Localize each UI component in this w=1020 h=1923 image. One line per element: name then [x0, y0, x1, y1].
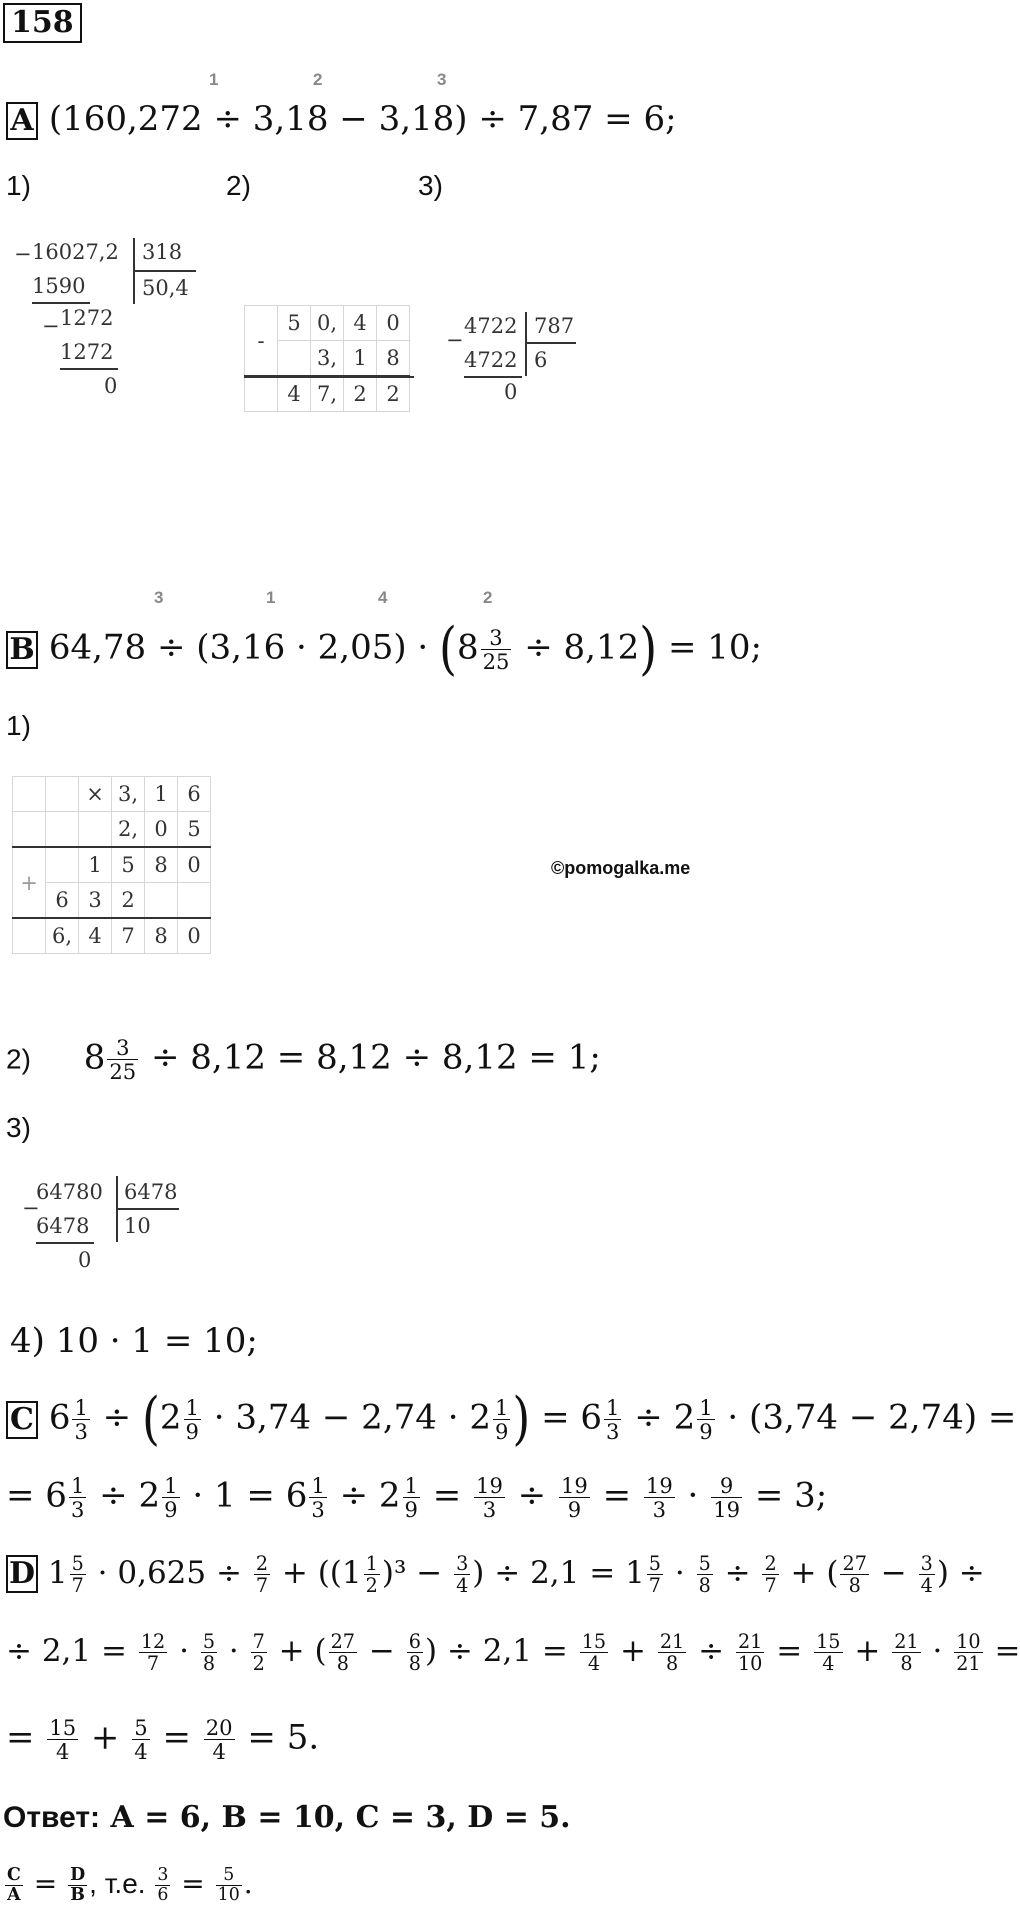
part-d-letter: D	[6, 1555, 38, 1593]
part-b-step2: 2) 8 $\frac{3}{25}$ ÷ 8,12 = 8,12 ÷ 8,12 = 1;	[6, 1035, 601, 1085]
ld-a1-quotient: 50,4	[142, 276, 189, 300]
column-subtraction-a2	[244, 305, 410, 412]
part-b-mixed-whole: 8	[456, 627, 479, 668]
ld-a1-rem2: 0	[104, 374, 118, 398]
part-a-expression-line	[6, 99, 677, 140]
step-mark-a-3: 3	[437, 70, 447, 89]
part-a-step2-label: 2)	[226, 170, 251, 201]
part-b-step1-label: 1)	[6, 710, 31, 741]
sub-result-cell: 7,	[311, 376, 344, 412]
sub-cell: 1	[344, 341, 377, 377]
part-c-letter: C	[6, 1401, 38, 1439]
part-a-letter: A	[6, 102, 38, 140]
part-a-step3-label: 3)	[418, 170, 443, 201]
sub-result-cell: 2	[377, 376, 410, 412]
sub-cell: 0	[377, 306, 410, 341]
ld-b3-quotient: 10	[124, 1214, 151, 1238]
ld-b3-divisor: 6478	[124, 1180, 178, 1204]
part-d-line2: ÷ 2,1 = $\frac{12}{7}$ · $\frac{5}{8}$ · $\frac{7}{2}$ + ( $\frac{27}{8}$ − $\frac{6}{8}$ ) ÷ 2,1 = $\frac{15}{4}$ + $\frac{21}{8}$ ÷ $\frac{21}{10}$ = $\frac{15}{4}$ + $\frac{21}{8}$ · $\frac{10}{21}$ =	[6, 1630, 1020, 1676]
step-mark-b-4: 4	[378, 588, 388, 607]
part-c-line2: = 6 $\frac{1}{3}$ ÷ 2 $\frac{1}{9}$ · 1 = 6 $\frac{1}{3}$ ÷ 2 $\frac{1}{9}$ = $\frac{19}{3}$ ÷ $\frac{19}{9}$ = $\frac{19}{3}$ · $\frac{9}{19}$ = 3;	[6, 1473, 828, 1523]
sub-cell: 3,	[311, 341, 344, 377]
sub-cell: 0,	[311, 306, 344, 341]
part-a-step1-label: 1)	[6, 170, 31, 201]
step-mark-b-2: 2	[483, 588, 493, 607]
ld-a1-dividend: 16027,2	[32, 240, 119, 264]
ld-a1-sub2: 1272	[60, 340, 114, 364]
ld-a1-sub1: 1590	[32, 274, 86, 298]
ld-a1-divisor: 318	[142, 240, 183, 264]
sub-cell: 8	[377, 341, 410, 377]
step-mark-a-2: 2	[313, 70, 323, 89]
step-mark-b-1: 1	[266, 588, 276, 607]
part-a-expression: (160,272 ÷ 3,18 − 3,18) ÷ 7,87 = 6;	[48, 99, 677, 139]
conclusion-line: $\frac{C}{A}$ = $\frac{D}{B}$ , т.е. $\frac{3}{6}$ = $\frac{5}{10}$ .	[7, 1865, 253, 1906]
part-c-line1: C 6 $\frac{1}{3}$ ÷ (2 $\frac{1}{9}$ · 3,74 − 2,74 · 2 $\frac{1}{9}$ ) = 6 $\frac{1}{3}$ ÷ 2 $\frac{1}{9}$ · (3,74 − 2,74) =	[6, 1396, 1016, 1443]
ld-b3-rem: 0	[78, 1248, 92, 1272]
answer-text: A = 6, B = 10, C = 3, D = 5.	[100, 1800, 571, 1835]
part-b-letter: B	[6, 631, 38, 669]
plus-sign: +	[13, 847, 46, 918]
column-multiplication-b1: × 3, 1 6 2, 0 5 + 1 5 8 0 6 3 2 6, 4 7 8 0	[12, 776, 211, 954]
task-number: 158	[3, 3, 82, 43]
part-d-line3: = $\frac{15}{4}$ + $\frac{5}{4}$ = $\frac{20}{4}$ = 5.	[6, 1715, 320, 1765]
ld-a3-divisor: 787	[534, 314, 575, 338]
answer-line	[3, 1800, 571, 1835]
sub-result-cell: 2	[344, 376, 377, 412]
ld-b3-sub: 6478	[36, 1214, 90, 1238]
frac-num: 3	[481, 626, 512, 650]
sub-result-cell: 4	[278, 376, 311, 412]
ld-a3-sub: 4722	[464, 348, 518, 372]
ld-a3-dividend: 4722	[464, 314, 518, 338]
ld-a3-quotient: 6	[534, 348, 548, 372]
ld-a3-rem: 0	[504, 380, 518, 404]
sub-cell: 4	[344, 306, 377, 341]
part-b-step2-label: 2)	[6, 1043, 31, 1075]
sub-sign: -	[245, 306, 278, 377]
part-b-step4: 4) 10 · 1 = 10;	[10, 1321, 258, 1361]
frac-den: 25	[482, 649, 510, 675]
part-b-step3-label: 3)	[6, 1112, 31, 1143]
ld-b3-dividend: 64780	[36, 1180, 103, 1204]
answer-label: Ответ:	[3, 1801, 101, 1834]
watermark: ©pomogalka.me	[551, 858, 691, 878]
step-mark-a-1: 1	[209, 70, 219, 89]
part-d-line1: D 1 $\frac{5}{7}$ · 0,625 ÷ $\frac{2}{7}$ + ((1 $\frac{1}{2}$ )³ − $\frac{3}{4}$ ) ÷ 2,1 = 1 $\frac{5}{7}$ · $\frac{5}{8}$ ÷ $\frac{2}{7}$ + ( $\frac{27}{8}$ − $\frac{3}{4}$ ) ÷	[6, 1553, 985, 1596]
ld-a1-rem1: 1272	[60, 306, 114, 330]
part-b-expr-end: = 10;	[657, 627, 762, 668]
part-b-expression-line: B 64,78 ÷ (3,16 · 2,05) · (8 $\frac{3}{25}$ ÷ 8,12) = 10;	[6, 626, 762, 673]
sub-cell: 5	[278, 306, 311, 341]
part-b-expr-right: ÷ 8,12	[513, 627, 640, 668]
step-mark-b-3: 3	[154, 588, 164, 607]
mult-sign: ×	[79, 777, 112, 812]
part-b-expr-left: 64,78 ÷ (3,16 · 2,05) ·	[48, 627, 440, 668]
